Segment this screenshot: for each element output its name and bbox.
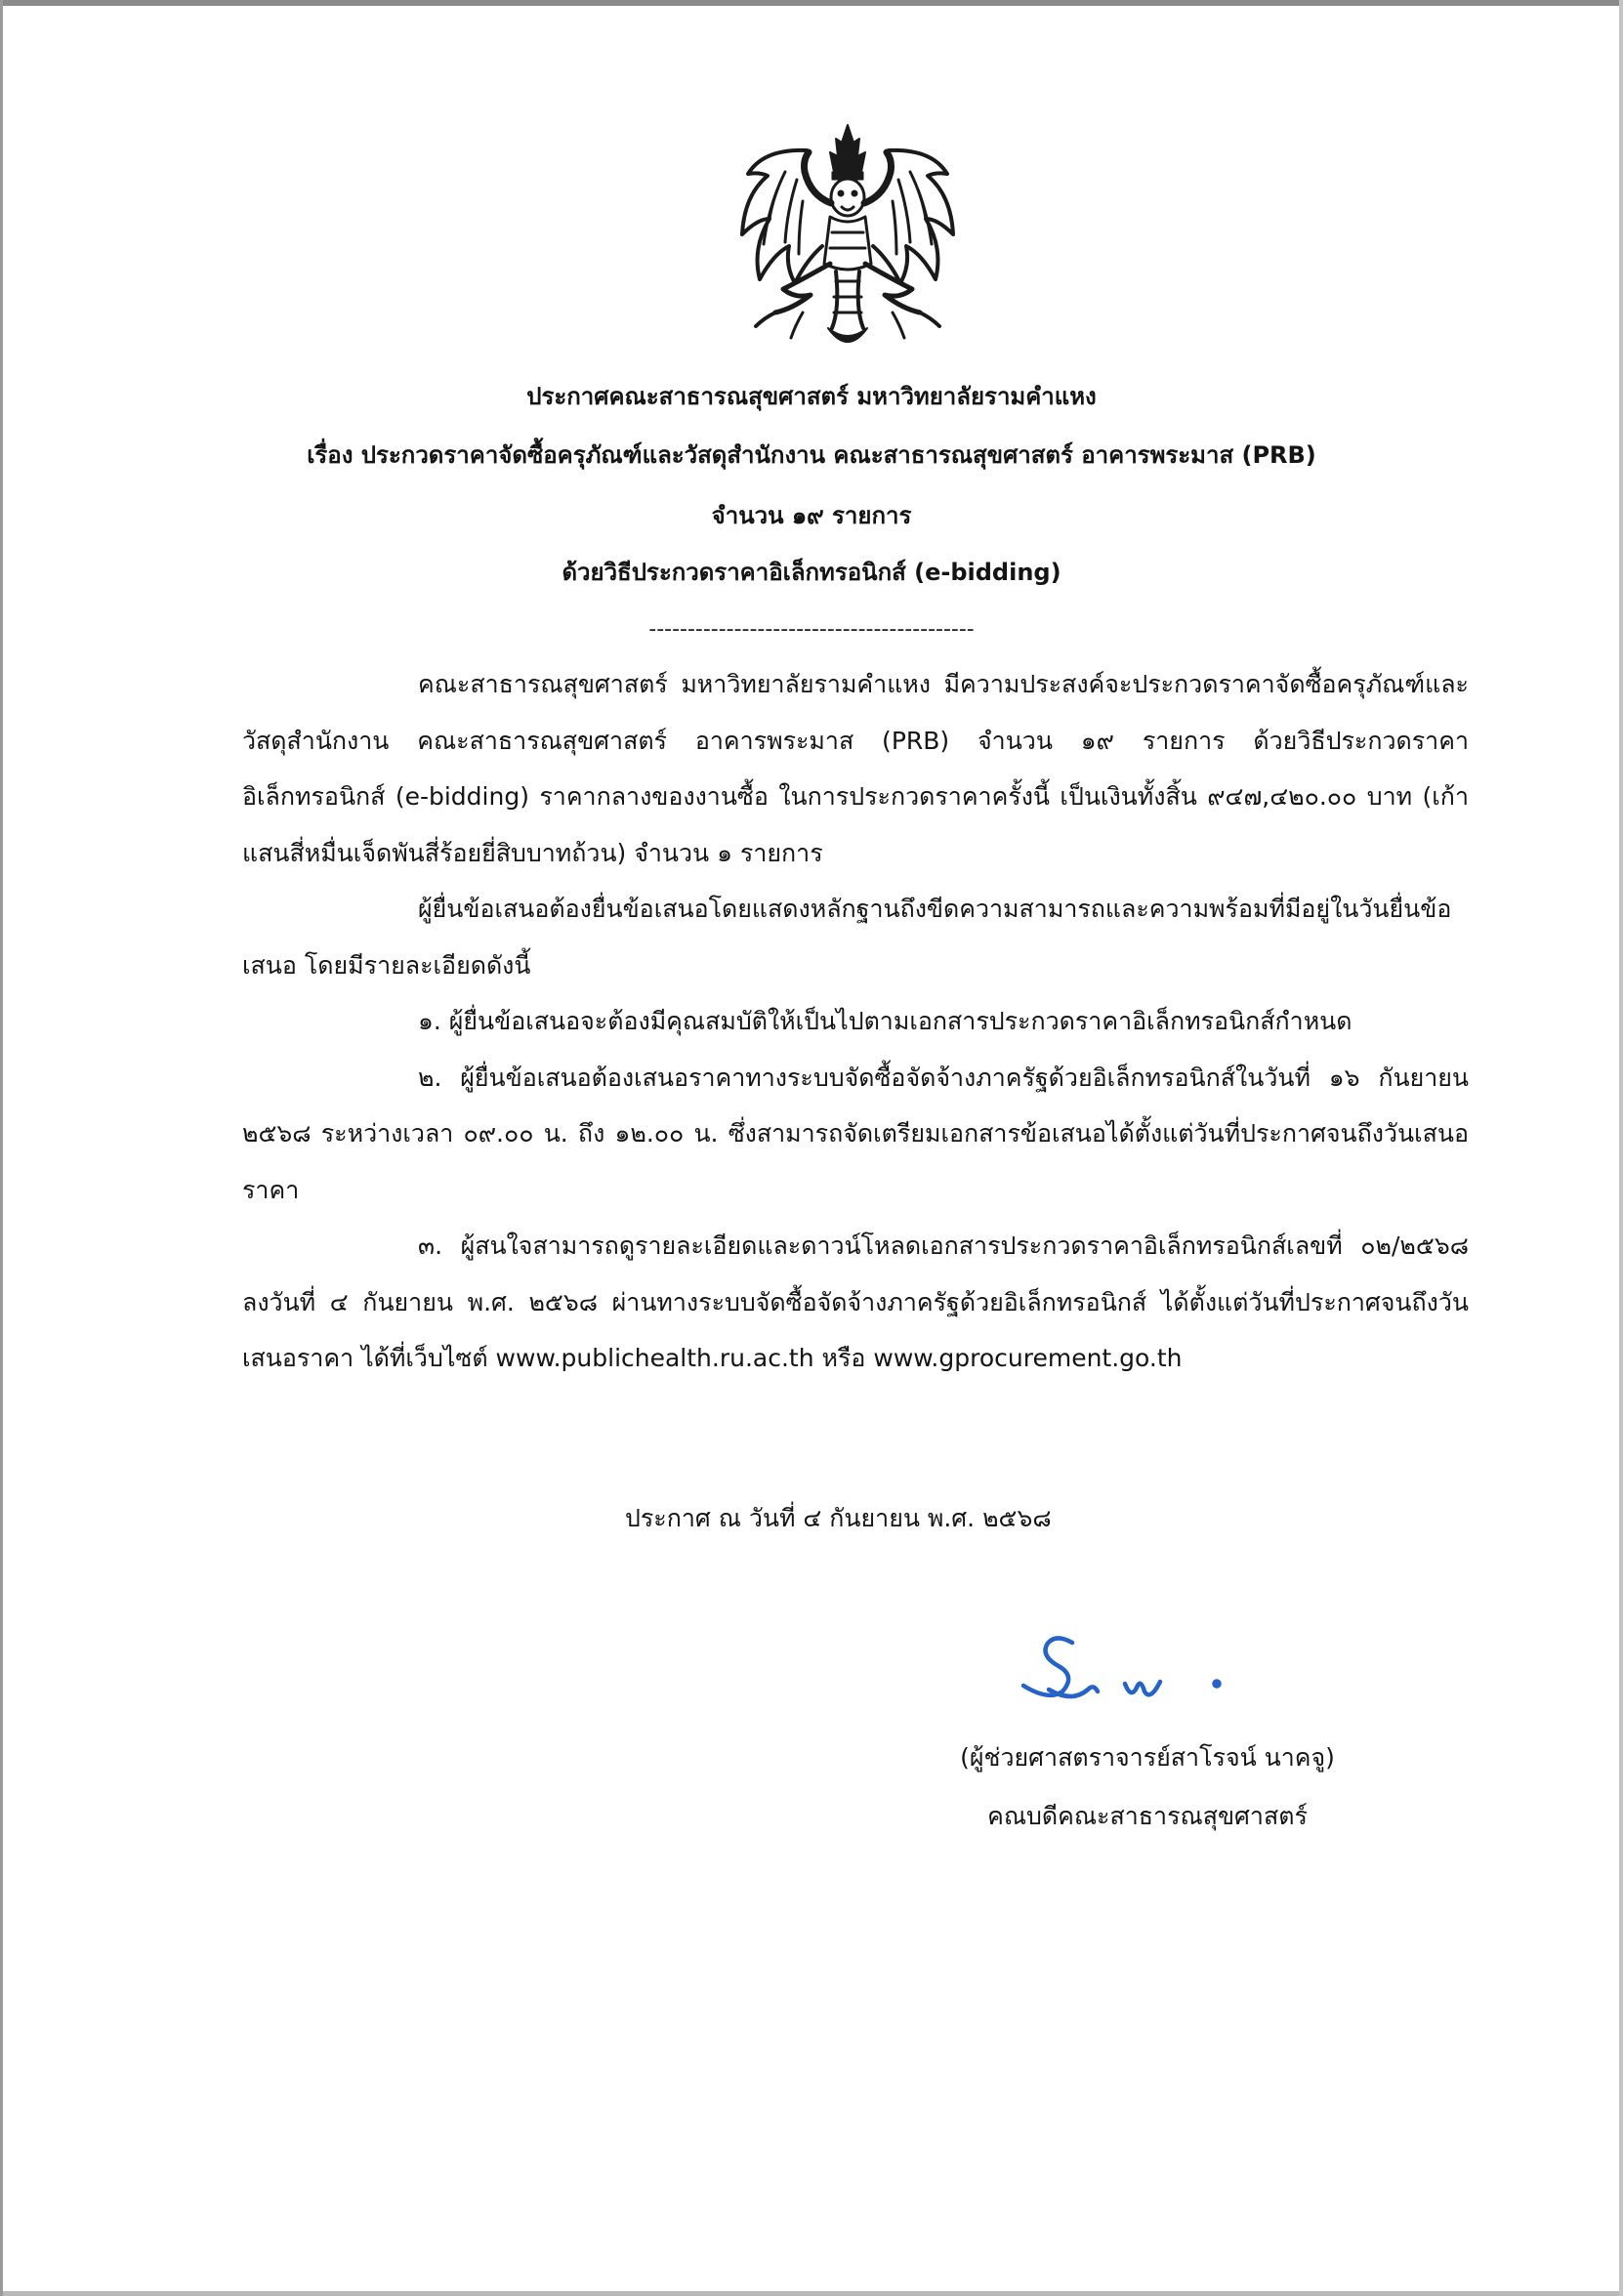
scan-edge-right [1619, 0, 1623, 2296]
quantity-line: จำนวน ๑๙ รายการ [711, 502, 912, 529]
method-line: ด้วยวิธีประกวดราคาอิเล็กทรอนิกส์ (e-bidding) [562, 559, 1061, 586]
body-text [242, 656, 1469, 1387]
scan-edge-left [0, 0, 3, 2296]
scan-edge-bottom [0, 2291, 1623, 2296]
paragraph-procurement-notice: คณะสาธารณสุขศาสตร์ มหาวิทยาลัยรามคำแหง มีความประสงค์จะประกวดราคาจัดซื้อครุภัณฑ์และวัสดุสำนักงาน คณะสาธารณสุขศาสตร์ อาคารพระมาส (PRB) จำนวน ๑๙ รายการ ด้วยวิธีประกวดราคาอิเล็กทรอนิกส์ (e-bidding) ราคากลางของงานซื้อ ในการประกวดราคาครั้งนี้ เป็นเงินทั้งสิ้น ๙๔๗,๔๒๐.๐๐ บาท (เก้าแสนสี่หมื่นเจ็ดพันสี่ร้อยยี่สิบบาทถ้วน) จำนวน ๑ รายการ [242, 670, 1469, 867]
signatory-position: คณบดีคณะสาธารณสุขศาสตร์ [987, 1802, 1308, 1830]
handwritten-signature [1004, 1621, 1238, 1719]
list-item-document-download: ๓. ผู้สนใจสามารถดูรายละเอียดและดาวน์โหลดเอกสารประกวดราคาอิเล็กทรอนิกส์เลขที่ ๐๒/๒๕๖๘ ลงวันที่ ๔ กันยายน พ.ศ. ๒๕๖๘ ผ่านทางระบบจัดซื้อจัดจ้างภาครัฐด้วยอิเล็กทรอนิกส์ ได้ตั้งแต่วันที่ประกาศจนถึงวันเสนอราคา ได้ที่เว็บไซต์ www.publichealth.ru.ac.th หรือ www.gprocurement.go.th [242, 1231, 1469, 1372]
header-divider: ------------------------------------------ [648, 617, 975, 642]
signatory-name: (ผู้ช่วยศาสตราจารย์สาโรจน์ นาคจู) [960, 1743, 1335, 1772]
paragraph-bidder-requirements: ผู้ยื่นข้อเสนอต้องยื่นข้อเสนอโดยแสดงหลักฐานถึงขีดความสามารถและความพร้อมที่มีอยู่ในวันยื่นข้อเสนอ โดยมีรายละเอียดดังนี้ [242, 895, 1452, 980]
list-item-qualification: ๑. ผู้ยื่นข้อเสนอจะต้องมีคุณสมบัติให้เป็นไปตามเอกสารประกวดราคาอิเล็กทรอนิกส์กำหนด [418, 1007, 1352, 1035]
subject-line: เรื่อง ประกวดราคาจัดซื้อครุภัณฑ์และวัสดุสำนักงาน คณะสาธารณสุขศาสตร์ อาคารพระมาส (PRB) [307, 441, 1316, 469]
announcement-title: ประกาศคณะสาธารณสุขศาสตร์ มหาวิทยาลัยรามคำแหง [526, 383, 1097, 410]
garuda-emblem-icon [734, 117, 961, 361]
announced-date: ประกาศ ณ วันที่ ๔ กันยายน พ.ศ. ๒๕๖๘ [625, 1504, 1052, 1532]
scan-edge-top [0, 0, 1623, 6]
list-item-bid-submission: ๒. ผู้ยื่นข้อเสนอต้องเสนอราคาทางระบบจัดซื้อจัดจ้างภาครัฐด้วยอิเล็กทรอนิกส์ในวันที่ ๑๖ กันยายน ๒๕๖๘ ระหว่างเวลา ๐๙.๐๐ น. ถึง ๑๒.๐๐ น. ซึ่งสามารถจัดเตรียมเอกสารข้อเสนอได้ตั้งแต่วันที่ประกาศจนถึงวันเสนอราคา [242, 1063, 1469, 1204]
